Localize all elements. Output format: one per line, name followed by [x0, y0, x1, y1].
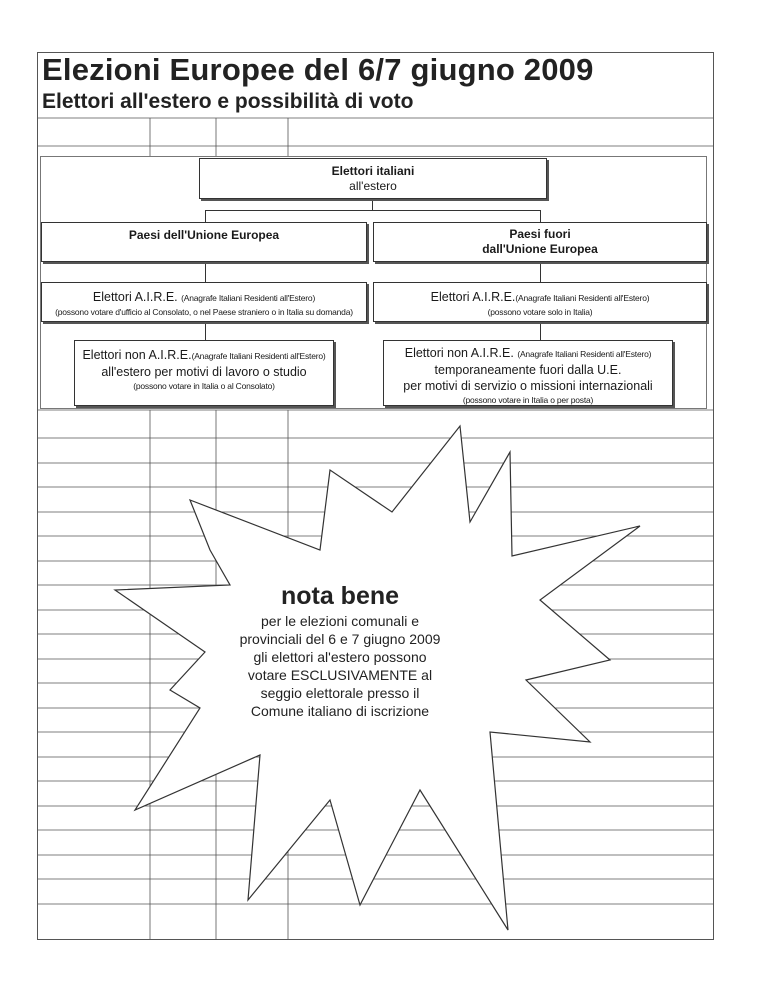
- non-eu-aire-label: Elettori A.I.R.E.: [430, 290, 516, 304]
- eu-aire-note: (possono votare d'ufficio al Consolato, o nel Paese straniero o in Italia su domanda): [55, 307, 353, 317]
- nota-bene-text: [205, 612, 475, 720]
- non-eu-non-aire-line2: temporaneamente fuori dalla U.E.: [434, 363, 622, 377]
- eu-countries-label: Paesi dell'Unione Europea: [128, 228, 280, 242]
- non-eu-aire-label-detail: (Anagrafe Italiani Residenti all'Estero): [515, 293, 650, 303]
- nota-bene-line: votare ESCLUSIVAMENTE al: [247, 667, 433, 683]
- non-eu-non-aire-label-detail: (Anagrafe Italiani Residenti all'Estero): [517, 349, 652, 359]
- eu-aire-label: Elettori A.I.R.E.: [92, 290, 178, 304]
- non-eu-countries-label-line1: Paesi fuori: [509, 227, 571, 241]
- root-sublabel: all'estero: [349, 179, 397, 193]
- page-subtitle: Elettori all'estero e possibilità di voto: [42, 90, 414, 113]
- page-title: Elezioni Europee del 6/7 giugno 2009: [42, 52, 594, 87]
- nota-bene-title: nota bene: [280, 582, 400, 610]
- nota-bene-line: seggio elettorale presso il: [260, 685, 420, 701]
- non-eu-non-aire-line3: per motivi di servizio o missioni internazionali: [403, 379, 653, 393]
- nota-bene-line: provinciali del 6 e 7 giugno 2009: [239, 631, 441, 647]
- eu-aire-label-detail: (Anagrafe Italiani Residenti all'Estero): [181, 293, 316, 303]
- eu-non-aire-line2: all'estero per motivi di lavoro o studio: [101, 365, 307, 379]
- non-eu-countries-label-line2: dall'Unione Europea: [482, 242, 598, 256]
- non-eu-non-aire-label: Elettori non A.I.R.E.: [404, 346, 514, 360]
- eu-non-aire-note: (possono votare in Italia o al Consolato): [133, 381, 275, 391]
- root-label: Elettori italiani: [331, 164, 415, 178]
- eu-non-aire-label-detail: (Anagrafe Italiani Residenti all'Estero): [191, 351, 326, 361]
- non-eu-non-aire-note: (possono votare in Italia o per posta): [462, 395, 594, 405]
- nota-bene-line: gli elettori al'estero possono: [253, 649, 427, 665]
- eu-non-aire-label: Elettori non A.I.R.E.: [82, 348, 192, 362]
- nota-bene-line: Comune italiano di iscrizione: [250, 703, 430, 719]
- non-eu-aire-note: (possono votare solo in Italia): [487, 307, 593, 317]
- nota-bene-line: per le elezioni comunali e: [261, 613, 419, 629]
